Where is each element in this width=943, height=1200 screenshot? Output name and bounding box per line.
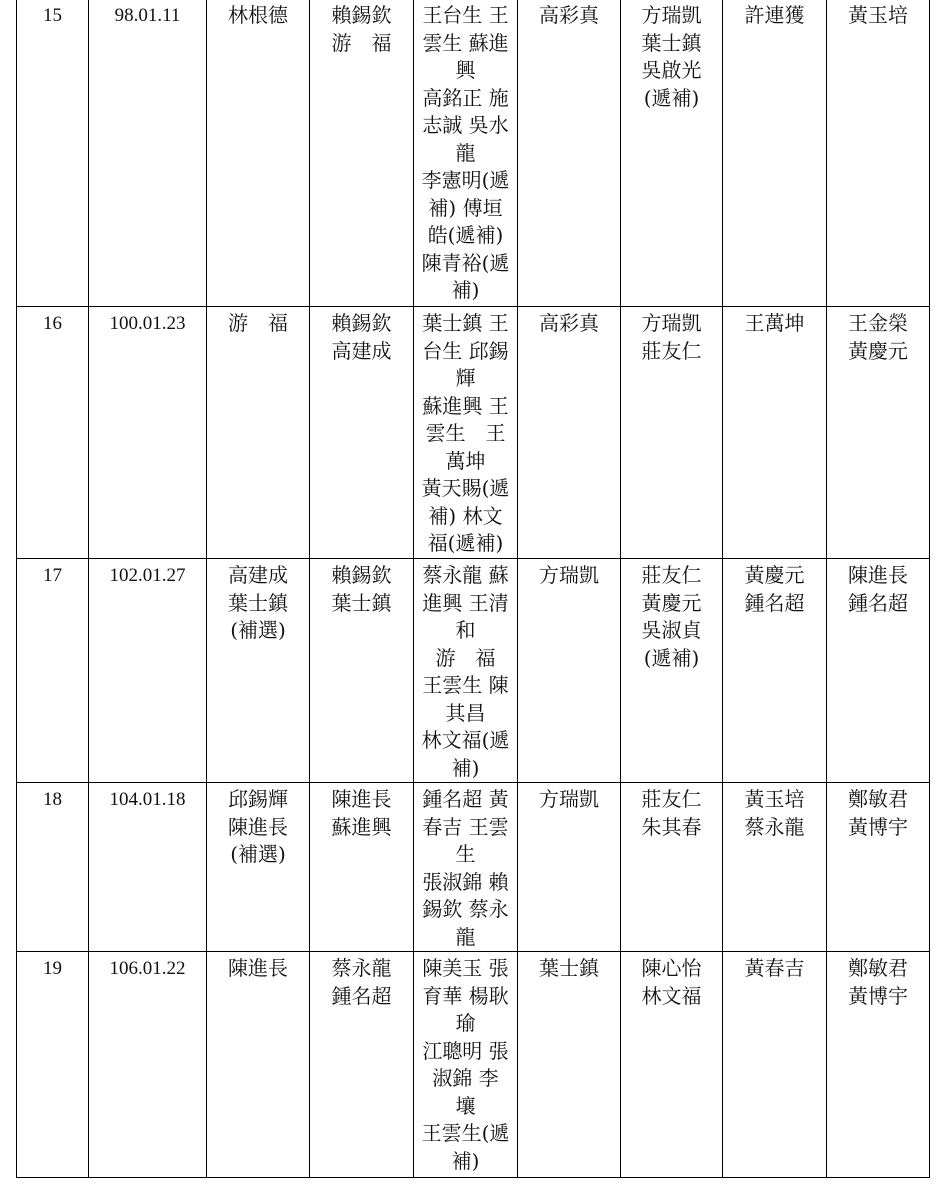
directors-cell — [414, 559, 518, 783]
cell-line: 林根德 — [228, 3, 288, 27]
cell-line: 方瑞凱 — [539, 787, 599, 811]
term-cell — [17, 783, 89, 952]
cell-line: 生 — [455, 842, 476, 866]
cell-line: 雲生 蘇進 — [422, 30, 509, 55]
cell-line: 葉士鎮 — [228, 590, 288, 615]
cell-text: 98.01.11 — [114, 5, 181, 26]
cell-line: 莊友仁 — [641, 338, 702, 363]
directors-cell — [414, 952, 518, 1178]
vice-cell — [310, 952, 414, 1178]
cell-line: 黃博宇 — [848, 983, 908, 1008]
cell-line: 莊友仁 — [641, 563, 702, 587]
chair-cell — [207, 952, 310, 1178]
cell-line: 興 — [455, 58, 476, 82]
cell-line: 其昌 — [445, 700, 486, 725]
cell-line: 方瑞凱 — [539, 563, 599, 587]
cell-line: 賴錫欽 — [331, 311, 392, 335]
col9-cell — [827, 0, 930, 307]
cell-line: 鍾名超 — [331, 983, 392, 1008]
cell-text: 19 — [43, 958, 62, 979]
cell-line: 瑜 — [455, 1011, 476, 1035]
cell-line: 王金榮 — [848, 311, 908, 335]
cell-line: 黃慶元 — [641, 590, 702, 615]
cell-line: 江聰明 張 — [422, 1038, 509, 1063]
cell-line: 育華 楊耿 — [422, 983, 509, 1008]
col6-cell — [518, 559, 621, 783]
cell-line: 黃玉培 — [744, 787, 805, 811]
col8-cell — [723, 783, 827, 952]
cell-line: 陳進長 — [848, 563, 908, 587]
cell-line: 葉士鎮 — [539, 956, 599, 980]
col8-cell — [723, 0, 827, 307]
cell-line: (補選) — [230, 842, 286, 866]
cell-line: 淑錦 李 — [432, 1066, 499, 1090]
cell-line: 朱其春 — [641, 814, 702, 839]
col8-cell — [723, 307, 827, 559]
cell-line: 黃天賜(遞 — [421, 476, 510, 500]
cell-line: 林文福(遞 — [421, 728, 510, 752]
cell-line: 黃春吉 — [744, 956, 805, 980]
cell-line: 賴錫欽 — [331, 3, 392, 27]
chair-cell — [207, 307, 310, 559]
col6-cell — [518, 307, 621, 559]
term-cell — [17, 0, 89, 307]
cell-line: 游 福 — [435, 645, 496, 670]
cell-text: 16 — [43, 313, 62, 334]
cell-line: 王萬坤 — [744, 311, 805, 335]
col7-cell — [621, 0, 723, 307]
cell-line: 方瑞凱 — [641, 311, 702, 335]
cell-line: 許連獲 — [744, 3, 805, 27]
directors-cell — [414, 783, 518, 952]
directors-cell — [414, 0, 518, 307]
cell-line: 蘇進興 — [331, 814, 392, 839]
col8-cell — [723, 952, 827, 1178]
cell-line: 陳進長 — [331, 787, 392, 811]
cell-line: 邱錫輝 — [228, 787, 288, 811]
cell-line: 雲生 王 — [425, 421, 506, 445]
col9-cell — [827, 559, 930, 783]
col9-cell — [827, 307, 930, 559]
date-cell — [89, 307, 207, 559]
cell-text: 106.01.22 — [109, 958, 186, 979]
cell-line: 游 福 — [331, 30, 392, 55]
cell-line: 游 福 — [228, 311, 288, 335]
cell-line: (遞補) — [643, 85, 700, 110]
cell-line: 福(遞補) — [427, 531, 504, 555]
cell-line: 輝 — [455, 366, 476, 390]
cell-line: 黃慶元 — [848, 338, 908, 363]
term-cell — [17, 952, 89, 1178]
date-cell — [89, 952, 207, 1178]
cell-line: 補) 傅垣 — [428, 195, 503, 220]
cell-line: 李憲明(遞 — [421, 168, 510, 192]
col7-cell — [621, 783, 723, 952]
cell-line: 龍 — [455, 924, 476, 949]
cell-text: 15 — [43, 5, 62, 26]
date-cell — [89, 783, 207, 952]
cell-line: 林文福 — [641, 983, 702, 1008]
cell-line: 鄭敏君 — [848, 787, 908, 811]
cell-line: 王台生 王 — [422, 3, 509, 27]
cell-line: (補選) — [230, 618, 286, 642]
vice-cell — [310, 307, 414, 559]
term-cell — [17, 559, 89, 783]
cell-line: 壤 — [455, 1093, 476, 1118]
col6-cell — [518, 783, 621, 952]
cell-line: 王雲生 陳 — [422, 673, 509, 697]
term-cell — [17, 307, 89, 559]
vice-cell — [310, 783, 414, 952]
cell-line: 台生 邱錫 — [422, 338, 509, 363]
cell-line: 黃博宇 — [848, 814, 908, 839]
cell-line: 賴錫欽 — [331, 563, 392, 587]
cell-line: 陳進長 — [228, 956, 288, 980]
cell-line: 進興 王清 — [422, 590, 509, 615]
table-row — [17, 0, 930, 307]
cell-line: 春吉 王雲 — [422, 814, 509, 839]
cell-line: 補) — [451, 1148, 480, 1173]
cell-line: 葉士鎮 — [641, 30, 702, 55]
cell-line: 和 — [455, 618, 476, 642]
cell-line: 蘇進興 王 — [422, 393, 509, 418]
cell-line: 皓(遞補) — [427, 223, 504, 247]
cell-line: 黃玉培 — [848, 3, 908, 27]
chair-cell — [207, 0, 310, 307]
roster-table — [16, 0, 930, 1178]
col9-cell — [827, 783, 930, 952]
cell-line: 陳心怡 — [641, 956, 702, 980]
col6-cell — [518, 0, 621, 307]
col8-cell — [723, 559, 827, 783]
col7-cell — [621, 559, 723, 783]
cell-line: (遞補) — [643, 645, 700, 670]
cell-line: 吳淑貞 — [641, 618, 702, 642]
cell-line: 蔡永龍 — [331, 956, 392, 980]
cell-line: 鄭敏君 — [848, 956, 908, 980]
cell-line: 蔡永龍 蘇 — [422, 563, 509, 587]
cell-line: 高彩真 — [539, 311, 599, 335]
directors-cell — [414, 307, 518, 559]
cell-line: 吳啟光 — [641, 58, 702, 82]
cell-line: 黃慶元 — [744, 563, 805, 587]
cell-line: 萬坤 — [445, 448, 486, 473]
cell-line: 補) — [451, 755, 480, 780]
cell-line: 高建成 — [228, 563, 288, 587]
cell-line: 志誠 吳水 — [422, 113, 509, 137]
cell-text: 100.01.23 — [109, 313, 186, 334]
table-row — [17, 307, 930, 559]
cell-line: 龍 — [455, 140, 476, 165]
cell-line: 莊友仁 — [641, 787, 702, 811]
cell-text: 102.01.27 — [109, 565, 186, 586]
cell-line: 方瑞凱 — [641, 3, 702, 27]
cell-line: 王雲生(遞 — [421, 1121, 510, 1145]
table-body — [17, 0, 930, 1178]
cell-text: 17 — [43, 565, 62, 586]
cell-line: 鍾名超 — [744, 590, 805, 615]
vice-cell — [310, 559, 414, 783]
cell-line: 蔡永龍 — [744, 814, 805, 839]
cell-line: 陳美玉 張 — [422, 956, 509, 980]
table-row — [17, 559, 930, 783]
vice-cell — [310, 0, 414, 307]
cell-text: 104.01.18 — [109, 789, 186, 810]
cell-line: 高建成 — [331, 338, 392, 363]
chair-cell — [207, 783, 310, 952]
cell-line: 張淑錦 賴 — [422, 869, 509, 894]
col9-cell — [827, 952, 930, 1178]
col7-cell — [621, 952, 723, 1178]
cell-line: 葉士鎮 王 — [422, 311, 509, 335]
cell-line: 補) 林文 — [428, 503, 503, 528]
date-cell — [89, 559, 207, 783]
table-row — [17, 783, 930, 952]
cell-line: 葉士鎮 — [331, 590, 392, 615]
cell-line: 鍾名超 黃 — [422, 787, 509, 811]
cell-line: 鍾名超 — [848, 590, 908, 615]
cell-text: 18 — [43, 789, 62, 810]
date-cell — [89, 0, 207, 307]
col6-cell — [518, 952, 621, 1178]
chair-cell — [207, 559, 310, 783]
col7-cell — [621, 307, 723, 559]
cell-line: 陳青裕(遞 — [421, 250, 510, 275]
cell-line: 高彩真 — [539, 3, 599, 27]
cell-line: 高銘正 施 — [422, 85, 509, 110]
cell-line: 補) — [451, 278, 480, 302]
cell-line: 陳進長 — [228, 814, 288, 839]
table-row — [17, 952, 930, 1178]
cell-line: 錫欽 蔡永 — [422, 897, 509, 921]
